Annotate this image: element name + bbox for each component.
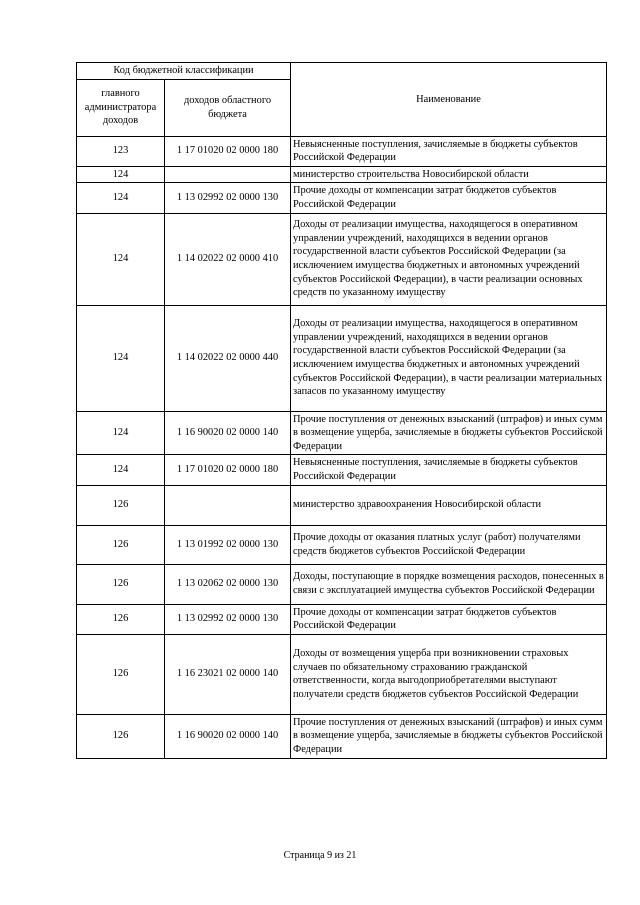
header-admin-column: главного администратора доходов <box>77 79 165 136</box>
income-name-cell: Прочие доходы от компенсации затрат бюджетов субъектов Российской Федерации <box>291 183 607 213</box>
header-name: Наименование <box>291 63 607 137</box>
table-body <box>77 136 607 758</box>
table-row <box>77 183 607 213</box>
income-code-cell: 1 13 02992 02 0000 130 <box>165 183 291 213</box>
income-name-cell: Доходы от реализации имущества, находящегося в оперативном управлении учреждений, находящихся в ведении органов государственной власти субъектов Российской Федерации (за исключением имущества бюджетных и автономных учреждений субъектов Российской Федерации), в части реализации основных средств по указанному имуществу <box>291 213 607 305</box>
admin-code-cell: 126 <box>77 714 165 758</box>
table-row <box>77 525 607 564</box>
admin-code-cell: 124 <box>77 411 165 455</box>
table-row <box>77 564 607 604</box>
ministry-name-cell: министерство строительства Новосибирской области <box>291 166 607 183</box>
income-name-cell: Прочие поступления от денежных взысканий (штрафов) и иных сумм в возмещение ущерба, зачисляемые в бюджеты субъектов Российской Федерации <box>291 714 607 758</box>
table-row <box>77 604 607 634</box>
income-code-cell: 1 14 02022 02 0000 440 <box>165 305 291 411</box>
admin-code-cell: 126 <box>77 525 165 564</box>
table-row <box>77 305 607 411</box>
income-code-cell: 1 17 01020 02 0000 180 <box>165 136 291 166</box>
admin-code-cell: 124 <box>77 455 165 485</box>
ministry-name-cell: министерство здравоохранения Новосибирской области <box>291 485 607 525</box>
income-code-cell: 1 13 02992 02 0000 130 <box>165 604 291 634</box>
admin-code-cell: 126 <box>77 564 165 604</box>
table-row <box>77 714 607 758</box>
table-row <box>77 213 607 305</box>
income-name-cell: Доходы от возмещения ущерба при возникновении страховых случаев по обязательному страхованию гражданской ответственности, когда выгодоприобретателями выступают получатели средств бюджетов субъектов Российской Федерации <box>291 634 607 714</box>
table-row <box>77 634 607 714</box>
income-name-cell: Доходы, поступающие в порядке возмещения расходов, понесенных в связи с эксплуатацией имущества субъектов Российской Федерации <box>291 564 607 604</box>
admin-code-cell: 124 <box>77 183 165 213</box>
header-classification-code: Код бюджетной классификации <box>77 63 291 80</box>
income-code-cell: 1 16 23021 02 0000 140 <box>165 634 291 714</box>
admin-code-cell: 124 <box>77 305 165 411</box>
income-name-cell: Невыясненные поступления, зачисляемые в бюджеты субъектов Российской Федерации <box>291 136 607 166</box>
section-row <box>77 485 607 525</box>
section-row <box>77 166 607 183</box>
income-code-cell: 1 14 02022 02 0000 410 <box>165 213 291 305</box>
income-name-cell: Доходы от реализации имущества, находящегося в оперативном управлении учреждений, находящихся в ведении органов государственной власти субъектов Российской Федерации (за исключением имущества бюджетных и автономных учреждений субъектов Российской Федерации), в части реализации материальных запасов по указанному имуществу <box>291 305 607 411</box>
table-header <box>77 63 607 137</box>
page-number: Страница 9 из 21 <box>283 850 357 861</box>
budget-classification-table <box>76 62 607 759</box>
admin-code-cell: 126 <box>77 485 165 525</box>
header-row-group <box>77 63 607 80</box>
table-row <box>77 136 607 166</box>
income-code-cell: 1 13 02062 02 0000 130 <box>165 564 291 604</box>
income-code-cell: 1 16 90020 02 0000 140 <box>165 714 291 758</box>
income-code-cell: 1 16 90020 02 0000 140 <box>165 411 291 455</box>
income-name-cell: Невыясненные поступления, зачисляемые в бюджеты субъектов Российской Федерации <box>291 455 607 485</box>
admin-code-cell: 123 <box>77 136 165 166</box>
admin-code-cell: 124 <box>77 213 165 305</box>
income-name-cell: Прочие доходы от компенсации затрат бюджетов субъектов Российской Федерации <box>291 604 607 634</box>
income-code-cell <box>165 485 291 525</box>
admin-code-cell: 124 <box>77 166 165 183</box>
header-income-column: доходов областного бюджета <box>165 79 291 136</box>
income-code-cell <box>165 166 291 183</box>
income-name-cell: Прочие доходы от оказания платных услуг (работ) получателями средств бюджетов субъектов Российской Федерации <box>291 525 607 564</box>
income-name-cell: Прочие поступления от денежных взысканий (штрафов) и иных сумм в возмещение ущерба, зачисляемые в бюджеты субъектов Российской Федерации <box>291 411 607 455</box>
table-row <box>77 411 607 455</box>
admin-code-cell: 126 <box>77 604 165 634</box>
income-code-cell: 1 17 01020 02 0000 180 <box>165 455 291 485</box>
admin-code-cell: 126 <box>77 634 165 714</box>
table-row <box>77 455 607 485</box>
income-code-cell: 1 13 01992 02 0000 130 <box>165 525 291 564</box>
